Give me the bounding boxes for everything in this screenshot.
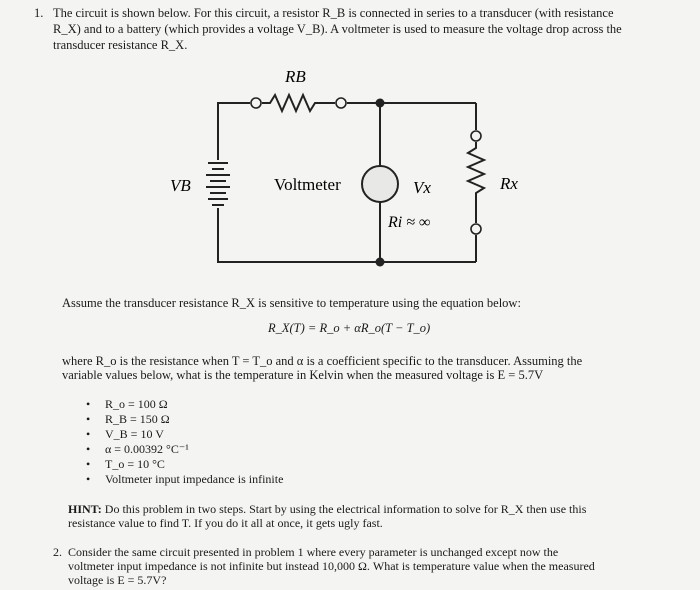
resistor-rb	[262, 95, 335, 111]
question-2-number: 2.	[53, 545, 62, 559]
temperature-equation: R_X(T) = R_o + αR_o(T − T_o)	[268, 321, 431, 335]
rx-label: Rx	[500, 174, 518, 193]
circuit-diagram	[0, 0, 700, 290]
q2-line-1: Consider the same circuit presented in problem 1 where every parameter is unchanged except now the	[68, 545, 559, 559]
vx-label: Vx	[413, 178, 431, 197]
variable-item: R_B = 150 Ω	[105, 412, 170, 426]
q2-line-2: voltmeter input impedance is not infinite but instead 10,000 Ω. What is temperature value when the measured	[68, 559, 595, 573]
q1-line-3: transducer resistance R_X.	[53, 38, 188, 52]
bullet-icon: •	[86, 397, 91, 411]
bullet-icon: •	[86, 427, 91, 441]
q2-line-3: voltage is E = 5.7V?	[68, 573, 167, 587]
junction-top	[376, 99, 385, 108]
wire-bottom	[218, 208, 476, 262]
bullet-icon: •	[86, 457, 91, 471]
hint-line-2: resistance value to find T. If you do it all at once, it gets ugly fast.	[68, 516, 383, 530]
where-line-1: where R_o is the resistance when T = T_o and α is a coefficient specific to the transducer. Assuming the	[62, 354, 583, 368]
hint-line-1	[68, 502, 586, 517]
q1-line-1: The circuit is shown below. For this circuit, a resistor R_B is connected in series to a transducer (with resistance	[53, 6, 614, 20]
hint-text-1: Do this problem in two steps. Start by using the electrical information to solve for R_X then use this	[101, 502, 587, 516]
terminal-rx-bottom	[471, 224, 481, 234]
bullet-icon: •	[86, 412, 91, 426]
where-line-2: variable values below, what is the temperature in Kelvin when the measured voltage is E = 5.7V	[62, 368, 544, 382]
rb-label: RB	[285, 67, 306, 86]
voltmeter-icon	[362, 166, 398, 202]
variable-item: α = 0.00392 °C⁻¹	[105, 442, 189, 456]
voltmeter-label: Voltmeter	[274, 175, 341, 194]
bullet-icon: •	[86, 472, 91, 486]
q1-line-2: R_X) and to a battery (which provides a voltage V_B). A voltmeter is used to measure the voltage drop across the	[53, 22, 622, 36]
terminal-rx-top	[471, 131, 481, 141]
junction-bottom	[376, 258, 385, 267]
ri-label: Ri ≈ ∞	[388, 214, 431, 231]
resistor-rx	[468, 142, 484, 223]
assume-line: Assume the transducer resistance R_X is sensitive to temperature using the equation below:	[62, 296, 521, 310]
terminal-rb-left	[251, 98, 261, 108]
vb-label: VB	[170, 176, 191, 195]
variable-item: T_o = 10 °C	[105, 457, 165, 471]
bullet-icon: •	[86, 442, 91, 456]
hint-label: HINT:	[68, 502, 102, 516]
variable-item: Voltmeter input impedance is infinite	[105, 472, 284, 486]
variable-item: R_o = 100 Ω	[105, 397, 168, 411]
variable-item: V_B = 10 V	[105, 427, 164, 441]
question-1-number: 1.	[34, 6, 44, 20]
terminal-rb-right	[336, 98, 346, 108]
wire-top-left	[218, 103, 250, 160]
